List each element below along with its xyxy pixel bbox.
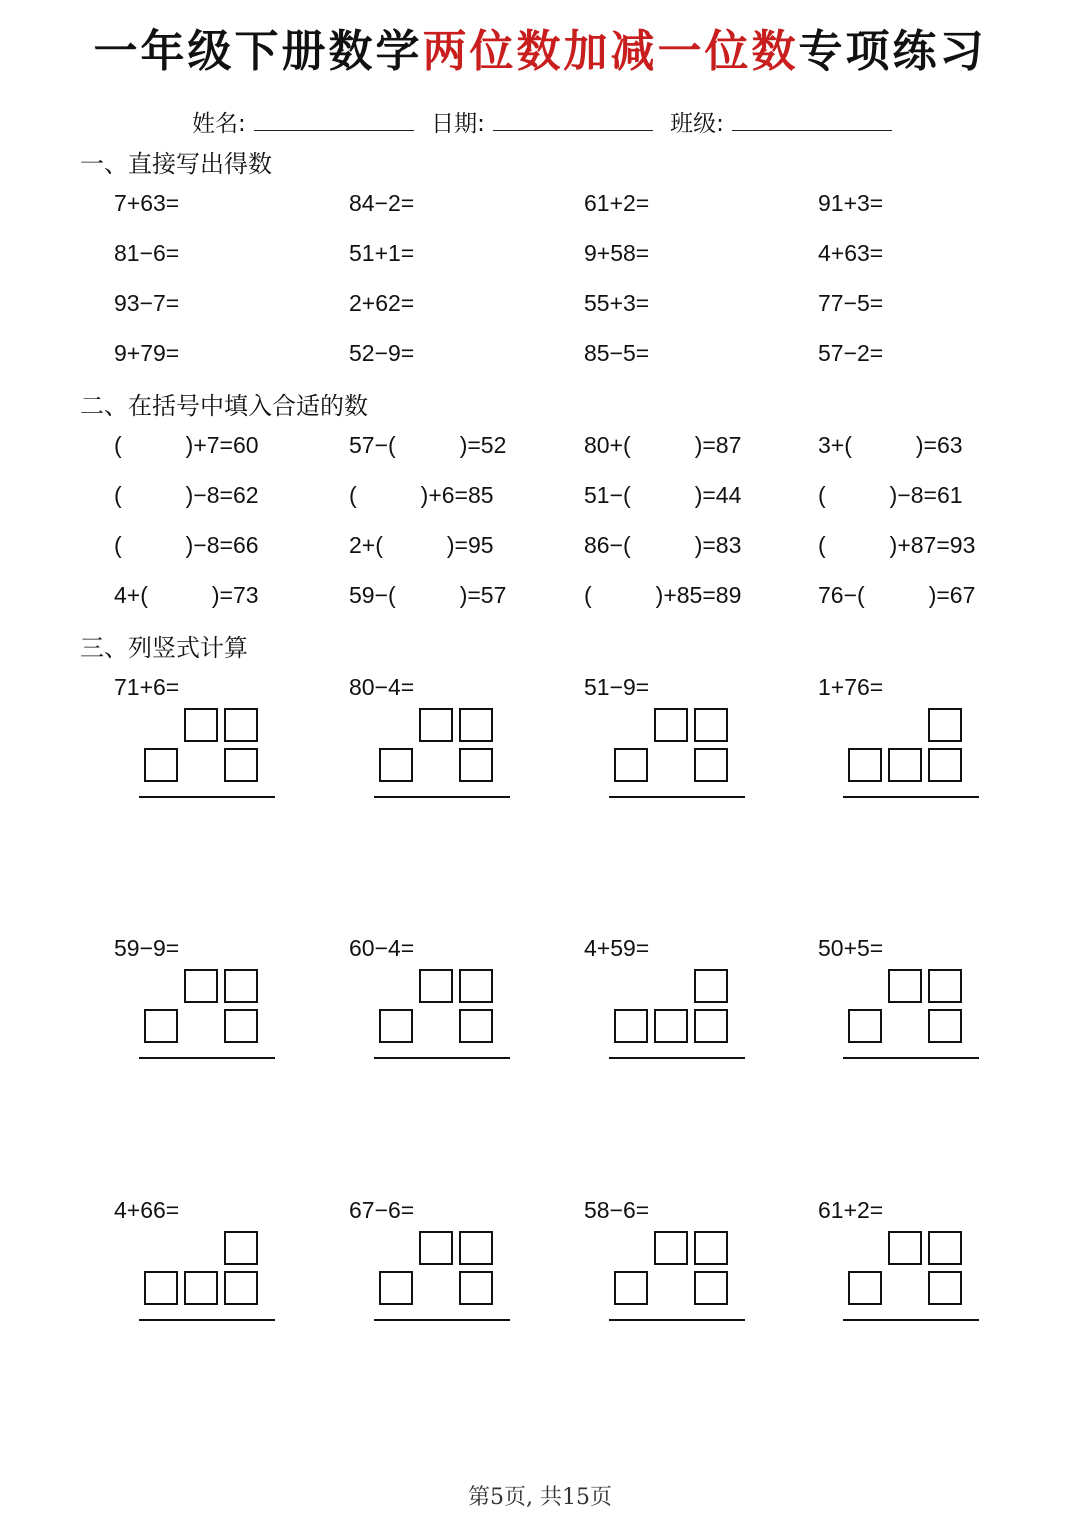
fill-problem-right: )=67 — [928, 582, 976, 608]
digit-box[interactable] — [694, 748, 728, 782]
fill-problem — [349, 480, 494, 510]
fill-problem — [114, 430, 259, 460]
digit-box[interactable] — [224, 708, 258, 742]
sum-line — [609, 796, 745, 798]
digit-box[interactable] — [459, 1009, 493, 1043]
section-1-heading: 一、直接写出得数 — [80, 150, 272, 178]
fill-problem-left: ( — [349, 482, 357, 508]
digit-box[interactable] — [694, 708, 728, 742]
fill-problem — [114, 530, 259, 560]
digit-box[interactable] — [848, 1009, 882, 1043]
fill-problem-right: )=95 — [446, 532, 494, 558]
digit-box[interactable] — [694, 1271, 728, 1305]
name-label: 姓名: — [192, 111, 246, 137]
digit-box[interactable] — [224, 1271, 258, 1305]
direct-problem: 2+62= — [349, 290, 415, 316]
digit-box[interactable] — [928, 708, 962, 742]
fill-problem — [349, 430, 506, 460]
direct-problem: 93−7= — [114, 290, 180, 316]
class-blank[interactable] — [732, 108, 892, 131]
fill-problem-left: 80+( — [584, 432, 631, 458]
fill-problem-left: ( — [818, 482, 826, 508]
fill-problem-left: 2+( — [349, 532, 383, 558]
digit-box[interactable] — [419, 969, 453, 1003]
direct-problem: 51+1= — [349, 240, 415, 266]
fill-problem — [584, 430, 741, 460]
vertical-problem: 71+6= — [114, 674, 180, 700]
fill-problem-right: )−8=61 — [889, 482, 963, 508]
vertical-problem: 58−6= — [584, 1197, 650, 1223]
digit-box[interactable] — [379, 748, 413, 782]
direct-problem: 4+63= — [818, 240, 884, 266]
direct-problem: 85−5= — [584, 340, 650, 366]
digit-box[interactable] — [614, 748, 648, 782]
direct-problem: 61+2= — [584, 190, 650, 216]
section-2-heading: 二、在括号中填入合适的数 — [80, 392, 368, 420]
sum-line — [374, 1057, 510, 1059]
digit-box[interactable] — [459, 748, 493, 782]
vertical-problem: 1+76= — [818, 674, 884, 700]
vertical-problem: 67−6= — [349, 1197, 415, 1223]
digit-box[interactable] — [224, 1009, 258, 1043]
title-highlight: 两位数加减一位数 — [422, 26, 799, 77]
direct-problem: 91+3= — [818, 190, 884, 216]
direct-problem: 57−2= — [818, 340, 884, 366]
fill-problem — [818, 430, 963, 460]
digit-box[interactable] — [928, 1009, 962, 1043]
direct-problem: 7+63= — [114, 190, 180, 216]
fill-problem-right: )+7=60 — [185, 432, 259, 458]
fill-problem-right: )−8=66 — [185, 532, 259, 558]
digit-box[interactable] — [928, 1231, 962, 1265]
digit-box[interactable] — [459, 969, 493, 1003]
digit-box[interactable] — [888, 1231, 922, 1265]
sum-line — [609, 1057, 745, 1059]
fill-problem-left: ( — [818, 532, 826, 558]
digit-box[interactable] — [379, 1271, 413, 1305]
digit-box[interactable] — [654, 708, 688, 742]
digit-box[interactable] — [654, 1009, 688, 1043]
sum-line — [843, 796, 979, 798]
sum-line — [139, 1057, 275, 1059]
fill-problem-left: 76−( — [818, 582, 865, 608]
digit-box[interactable] — [694, 1009, 728, 1043]
fill-problem-left: 59−( — [349, 582, 396, 608]
digit-box[interactable] — [224, 748, 258, 782]
fill-problem-right: )=87 — [694, 432, 742, 458]
sum-line — [139, 796, 275, 798]
fill-problem-left: 4+( — [114, 582, 148, 608]
digit-box[interactable] — [144, 748, 178, 782]
fill-problem-left: 51−( — [584, 482, 631, 508]
digit-box[interactable] — [928, 969, 962, 1003]
fill-problem-right: )=52 — [459, 432, 507, 458]
digit-box[interactable] — [459, 1271, 493, 1305]
sum-line — [843, 1319, 979, 1321]
fill-problem-left: ( — [114, 482, 122, 508]
fill-problem-right: )+87=93 — [889, 532, 976, 558]
vertical-problem: 51−9= — [584, 674, 650, 700]
fill-problem-right: )=57 — [459, 582, 507, 608]
fill-problem-left: ( — [114, 432, 122, 458]
digit-box[interactable] — [224, 1231, 258, 1265]
fill-problem-right: )+6=85 — [420, 482, 494, 508]
digit-box[interactable] — [184, 969, 218, 1003]
direct-problem: 55+3= — [584, 290, 650, 316]
digit-box[interactable] — [184, 708, 218, 742]
vertical-problem: 4+66= — [114, 1197, 180, 1223]
fill-problem-left: 86−( — [584, 532, 631, 558]
digit-box[interactable] — [848, 1271, 882, 1305]
fill-problem — [584, 530, 741, 560]
digit-box[interactable] — [694, 1231, 728, 1265]
digit-box[interactable] — [184, 1271, 218, 1305]
fill-problem — [584, 580, 741, 610]
vertical-problem: 50+5= — [818, 935, 884, 961]
fill-problem — [114, 580, 259, 610]
direct-problem: 52−9= — [349, 340, 415, 366]
sum-line — [843, 1057, 979, 1059]
vertical-problem: 59−9= — [114, 935, 180, 961]
fill-problem-left: ( — [584, 582, 592, 608]
digit-box[interactable] — [419, 1231, 453, 1265]
digit-box[interactable] — [144, 1271, 178, 1305]
fill-problem-left: 57−( — [349, 432, 396, 458]
digit-box[interactable] — [888, 748, 922, 782]
fill-problem-right: )−8=62 — [185, 482, 259, 508]
sum-line — [374, 1319, 510, 1321]
fill-problem — [818, 480, 963, 510]
class-label: 班级: — [670, 111, 724, 137]
sum-line — [139, 1319, 275, 1321]
digit-box[interactable] — [224, 969, 258, 1003]
name-blank[interactable] — [254, 108, 414, 131]
fill-problem — [349, 580, 506, 610]
direct-problem: 77−5= — [818, 290, 884, 316]
fill-problem — [349, 530, 494, 560]
date-label: 日期: — [431, 111, 485, 137]
digit-box[interactable] — [928, 748, 962, 782]
fill-problem — [818, 530, 975, 560]
fill-problem-right: )=44 — [694, 482, 742, 508]
vertical-problem: 61+2= — [818, 1197, 884, 1223]
digit-box[interactable] — [459, 708, 493, 742]
digit-box[interactable] — [419, 708, 453, 742]
digit-box[interactable] — [848, 748, 882, 782]
sum-line — [374, 796, 510, 798]
student-info-line — [192, 108, 902, 140]
worksheet-title — [0, 22, 1080, 82]
title-part-3: 专项练习 — [798, 26, 987, 77]
fill-problem-left: 3+( — [818, 432, 852, 458]
digit-box[interactable] — [614, 1271, 648, 1305]
vertical-problem: 4+59= — [584, 935, 650, 961]
digit-box[interactable] — [379, 1009, 413, 1043]
fill-problem — [114, 480, 259, 510]
digit-box[interactable] — [888, 969, 922, 1003]
vertical-problem: 80−4= — [349, 674, 415, 700]
fill-problem-right: )=63 — [915, 432, 963, 458]
sum-line — [609, 1319, 745, 1321]
section-3-heading: 三、列竖式计算 — [80, 634, 248, 662]
digit-box[interactable] — [459, 1231, 493, 1265]
fill-problem-right: )=73 — [211, 582, 259, 608]
date-blank[interactable] — [493, 108, 653, 131]
direct-problem: 9+79= — [114, 340, 180, 366]
direct-problem: 84−2= — [349, 190, 415, 216]
title-part-1: 一年级下册数学 — [93, 26, 423, 77]
fill-problem-right: )=83 — [694, 532, 742, 558]
fill-problem — [818, 580, 975, 610]
fill-problem-right: )+85=89 — [655, 582, 742, 608]
direct-problem: 81−6= — [114, 240, 180, 266]
digit-box[interactable] — [928, 1271, 962, 1305]
page-footer: 第5页, 共15页 — [468, 1485, 612, 1510]
direct-problem: 9+58= — [584, 240, 650, 266]
fill-problem-left: ( — [114, 532, 122, 558]
digit-box[interactable] — [614, 1009, 648, 1043]
fill-problem — [584, 480, 741, 510]
digit-box[interactable] — [654, 1231, 688, 1265]
vertical-problem: 60−4= — [349, 935, 415, 961]
digit-box[interactable] — [144, 1009, 178, 1043]
digit-box[interactable] — [694, 969, 728, 1003]
